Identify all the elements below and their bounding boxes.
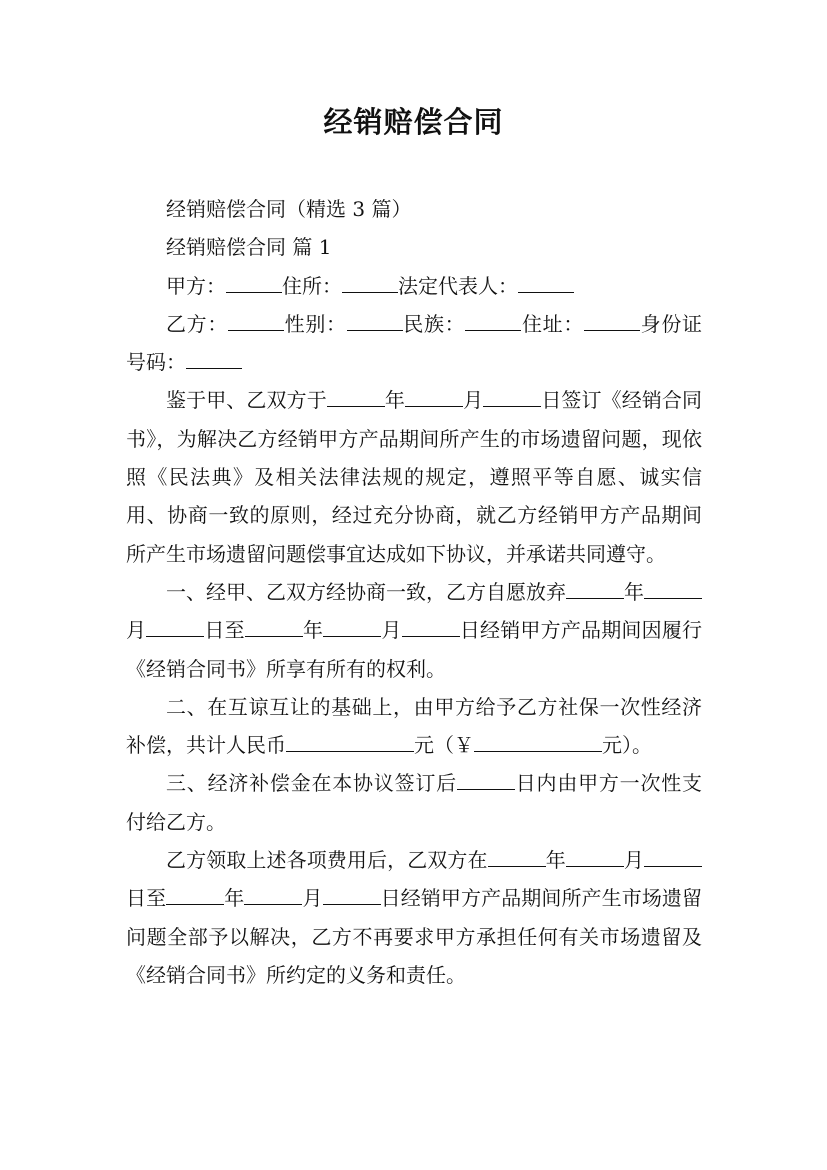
- party-a-name-field[interactable]: [226, 271, 282, 293]
- party-a-rep-label: 法定代表人：: [398, 273, 518, 298]
- party-b-id-field[interactable]: [186, 347, 242, 369]
- year-label: 年: [624, 579, 644, 604]
- party-b-address-field[interactable]: [584, 309, 640, 331]
- amount-figures-field[interactable]: [474, 730, 602, 752]
- waive-end-year-field[interactable]: [245, 615, 303, 637]
- preamble-text-2: 日签订《经销合同书》，为解决乙方经销甲方产品期间所产生的市场遗留问题，现依照《民法典》及相关法律法规的规定，遵照平等自愿、诚实信用、协商一致的原则，经过充分协商，就乙方经销甲方产品期间所产生市场遗留问题偿事宜达成如下协议，并承诺共同遵守。: [126, 388, 703, 566]
- party-b-label: 乙方：: [166, 311, 228, 336]
- clause-3-paragraph: [126, 764, 702, 841]
- clause-4-paragraph: [126, 841, 702, 994]
- subtitle: 经销赔偿合同（精选 3 篇）: [166, 197, 412, 221]
- party-a-address-label: 住所：: [282, 273, 342, 298]
- clause-2-text-1: 二、在互谅互让的基础上，由甲方给予乙方社保一次性经济补偿，共计人民币: [126, 694, 702, 758]
- settle-end-year-field[interactable]: [166, 883, 224, 905]
- clause-2-paragraph: [126, 688, 702, 765]
- clause-1-text-2: 日至: [204, 618, 245, 643]
- settle-start-day-field[interactable]: [644, 845, 702, 867]
- clause-2-text-3: 元）。: [602, 733, 652, 758]
- document-title: 经销赔偿合同: [323, 105, 504, 139]
- document-body: [126, 190, 702, 994]
- party-b-ethnicity-label: 民族：: [402, 311, 466, 336]
- waive-end-month-field[interactable]: [323, 615, 381, 637]
- party-a-line: [126, 267, 702, 305]
- year-label: 年: [224, 886, 245, 911]
- year-label: 年: [302, 618, 324, 643]
- preamble-text-1: 鉴于甲、乙双方于: [166, 388, 327, 413]
- party-b-id-label: 身份证号码：: [126, 311, 703, 375]
- clause-4-text-1: 乙方领取上述各项费用后，乙双方在: [166, 848, 488, 873]
- settle-start-month-field[interactable]: [566, 845, 624, 867]
- party-b-gender-field[interactable]: [347, 309, 403, 331]
- clause-1-text-1: 一、经甲、乙双方经协商一致，乙方自愿放弃: [166, 579, 566, 604]
- month-label: 月: [126, 618, 147, 643]
- settle-start-year-field[interactable]: [488, 845, 546, 867]
- sign-day-field[interactable]: [483, 385, 541, 407]
- waive-start-month-field[interactable]: [644, 577, 702, 599]
- sign-month-field[interactable]: [405, 385, 463, 407]
- party-b-address-label: 住址：: [521, 311, 585, 336]
- payment-days-field[interactable]: [457, 768, 515, 790]
- waive-start-day-field[interactable]: [146, 615, 204, 637]
- year-label: 年: [384, 388, 406, 413]
- waive-start-year-field[interactable]: [566, 577, 624, 599]
- clause-1-paragraph: [126, 573, 702, 688]
- waive-end-day-field[interactable]: [402, 615, 460, 637]
- party-b-line: [126, 305, 702, 382]
- month-label: 月: [463, 388, 484, 413]
- party-a-rep-field[interactable]: [518, 271, 574, 293]
- party-a-label: 甲方：: [166, 273, 226, 298]
- party-b-name-field[interactable]: [228, 309, 284, 331]
- party-a-address-field[interactable]: [342, 271, 398, 293]
- clause-1-text-3: 日经销甲方产品期间因履行《经销合同书》所享有所有的权利。: [126, 618, 703, 681]
- year-label: 年: [545, 848, 566, 873]
- party-b-ethnicity-field[interactable]: [465, 309, 521, 331]
- clause-3-text-1: 三、经济补偿金在本协议签订后: [166, 771, 457, 796]
- settle-end-day-field[interactable]: [323, 883, 381, 905]
- clause-2-text-2: 元（￥: [414, 733, 474, 758]
- sign-year-field[interactable]: [327, 385, 385, 407]
- clause-3-text-2: 日内由甲方一次性支付给乙方。: [126, 771, 703, 834]
- amount-words-field[interactable]: [286, 730, 414, 752]
- month-label: 月: [623, 848, 645, 873]
- clause-4-text-3: 日经销甲方产品期间所产生市场遗留问题全部予以解决，乙方不再要求甲方承担任何有关市场遗留及《经销合同书》所约定的义务和责任。: [126, 886, 703, 987]
- party-b-gender-label: 性别：: [284, 311, 347, 336]
- month-label: 月: [381, 618, 402, 643]
- settle-end-month-field[interactable]: [244, 883, 302, 905]
- clause-4-text-2: 日至: [126, 886, 167, 911]
- preamble-paragraph: [126, 381, 702, 572]
- month-label: 月: [302, 886, 323, 911]
- section-heading: 经销赔偿合同 篇 1: [166, 235, 332, 260]
